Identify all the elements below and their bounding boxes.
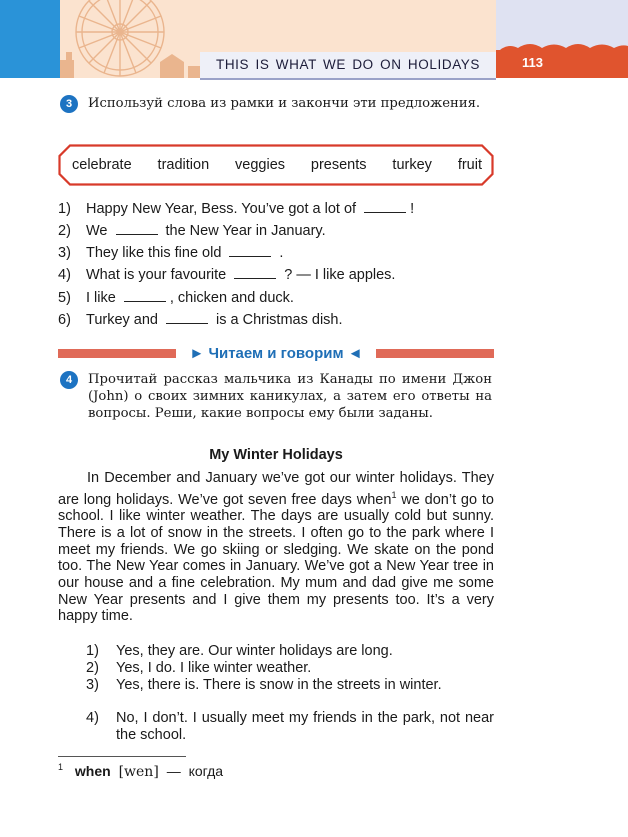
answer-number: 2) bbox=[86, 660, 99, 676]
cloud-edge-icon bbox=[496, 40, 628, 54]
ferris-wheel-icon bbox=[60, 0, 220, 78]
footnote-dash: — bbox=[166, 762, 181, 779]
sentence-text: We bbox=[86, 223, 108, 239]
banner-line-left bbox=[58, 349, 180, 358]
sentence-text: I like bbox=[86, 290, 116, 306]
sentence-text: Turkey and bbox=[86, 312, 158, 328]
story-part: In December and January we’ve got our winter holidays. They are long holidays. We’ve got seven free days when bbox=[58, 470, 494, 508]
banner-line-right bbox=[372, 349, 494, 358]
answer-blank bbox=[116, 222, 158, 235]
story-part: we don’t go to school. I like winter weather. The days are usually cold but sunny. There is a lot of snow in the streets. I often go to the park where I meet my friends. We go skiing or sledging. We skate on the pond too. The New Year comes in January. We’ve got a New Year tree in our house and a fine celebration. My mum and dad give me some New Year presents and I give them my presents too. It’s a very happy time. bbox=[58, 491, 494, 625]
page-number-badge bbox=[496, 50, 628, 78]
sentence-text: They like this fine old bbox=[86, 245, 222, 261]
sentence-3 bbox=[58, 244, 283, 262]
footnote-divider bbox=[58, 756, 186, 757]
sentence-6 bbox=[58, 311, 343, 329]
footnote-mark: 1 bbox=[391, 489, 397, 500]
sentence-number: 6) bbox=[58, 312, 71, 328]
sentence-text: ? — I like apples. bbox=[284, 267, 396, 283]
answer-number: 3) bbox=[86, 677, 99, 693]
sentence-text: Happy New Year, Bess. You’ve got a lot of bbox=[86, 201, 357, 217]
footnote-word: when bbox=[74, 762, 111, 779]
exercise-number: 3 bbox=[60, 95, 78, 113]
header-blue-block bbox=[0, 0, 60, 78]
story-title: My Winter Holidays bbox=[209, 447, 343, 463]
sentence-number: 4) bbox=[58, 267, 71, 283]
section-title-text: Читаем и говорим bbox=[208, 345, 344, 362]
footnote-number: 1 bbox=[58, 762, 64, 772]
answer-text: No, I don’t. I usually meet my friends in the park, not near the school. bbox=[116, 710, 494, 743]
sentence-text: the New Year in January. bbox=[165, 223, 326, 239]
sentence-number: 2) bbox=[58, 223, 71, 239]
answer-blank bbox=[364, 200, 406, 213]
footnote bbox=[58, 762, 223, 780]
footnote-translation: когда bbox=[188, 762, 224, 779]
answer-blank bbox=[166, 311, 208, 324]
answer-4 bbox=[86, 710, 494, 743]
word-item: fruit bbox=[457, 157, 482, 173]
chapter-title: THIS IS WHAT WE DO ON HOLIDAYS bbox=[200, 52, 496, 80]
answer-text: Yes, there is. There is snow in the streets in winter. bbox=[116, 677, 442, 693]
word-item: presents bbox=[310, 157, 367, 173]
word-box bbox=[58, 144, 494, 186]
sentence-number: 5) bbox=[58, 290, 71, 306]
page-number: 113 bbox=[522, 55, 543, 70]
word-list bbox=[72, 144, 482, 186]
sentence-2 bbox=[58, 222, 326, 240]
sentence-number: 3) bbox=[58, 245, 71, 261]
sentence-text: is a Christmas dish. bbox=[216, 312, 343, 328]
sentence-4 bbox=[58, 266, 395, 284]
sentence-text: , chicken and duck. bbox=[169, 290, 294, 306]
exercise-instruction: Прочитай рассказ мальчика из Канады по имени Джон (John) о своих зимних каникулах, а затем его ответы на вопросы. Реши, какие вопросы ему были заданы. bbox=[88, 372, 492, 421]
sentence-5 bbox=[58, 289, 294, 307]
answer-text: Yes, they are. Our winter holidays are long. bbox=[116, 643, 393, 659]
answer-blank bbox=[124, 289, 166, 302]
answer-2 bbox=[86, 660, 494, 677]
answer-1 bbox=[86, 643, 494, 660]
answer-3 bbox=[86, 677, 494, 694]
word-item: celebrate bbox=[72, 157, 132, 173]
sentence-text: What is your favourite bbox=[86, 267, 227, 283]
sentence-number: 1) bbox=[58, 201, 71, 217]
story-text bbox=[58, 470, 494, 625]
section-title bbox=[176, 344, 376, 364]
exercise-instruction: Используй слова из рамки и закончи эти предложения. bbox=[88, 96, 481, 111]
word-item: veggies bbox=[235, 157, 286, 173]
answer-number: 4) bbox=[86, 710, 99, 726]
answer-text: Yes, I do. I like winter weather. bbox=[116, 660, 312, 676]
answer-blank bbox=[229, 244, 271, 257]
section-arrow-icon: ► bbox=[189, 345, 205, 362]
word-item: turkey bbox=[392, 157, 432, 173]
footnote-transcription: [wen] bbox=[118, 763, 159, 780]
sentence-1 bbox=[58, 200, 414, 218]
word-item: tradition bbox=[157, 157, 210, 173]
exercise-number: 4 bbox=[60, 371, 78, 389]
answer-number: 1) bbox=[86, 643, 99, 659]
sentence-text: . bbox=[279, 245, 284, 261]
section-arrow-icon: ◄ bbox=[347, 345, 363, 362]
answer-blank bbox=[234, 266, 276, 279]
sentence-text: ! bbox=[410, 201, 415, 217]
